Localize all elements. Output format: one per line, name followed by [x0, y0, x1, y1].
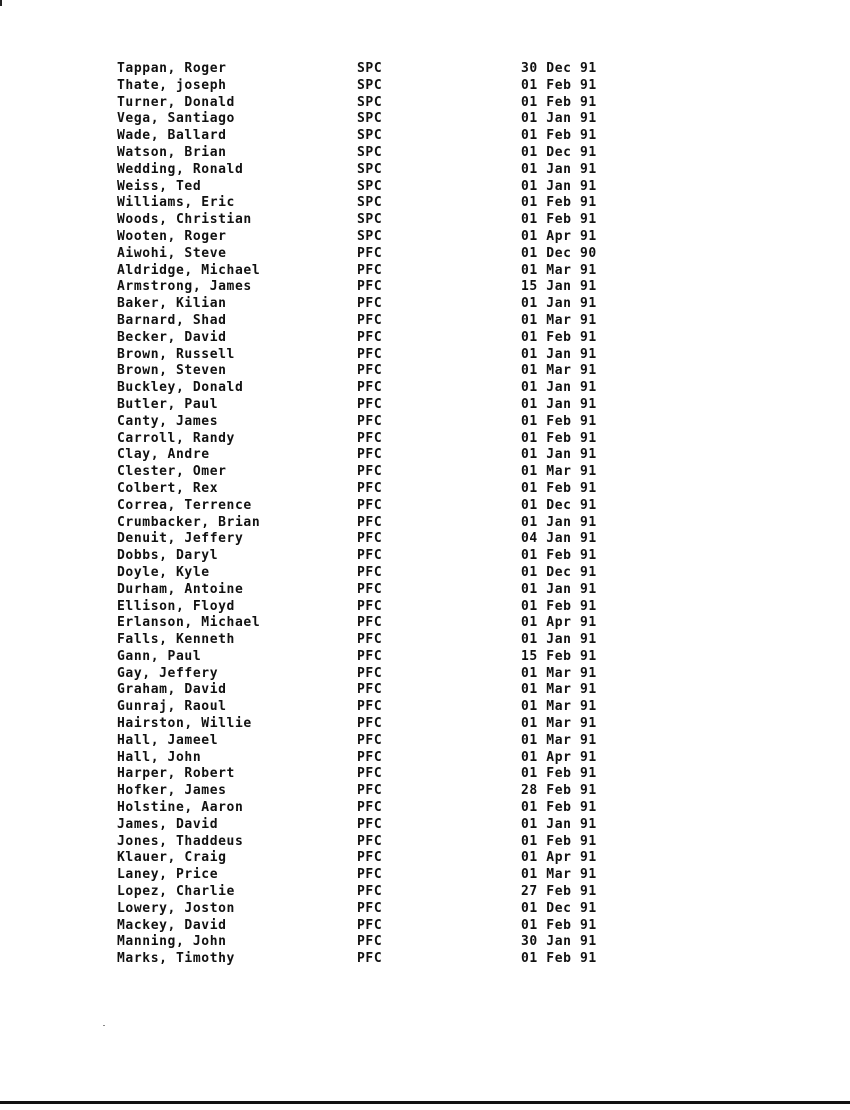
table-row [117, 515, 627, 532]
rank-cell: SPC [357, 144, 383, 160]
date-cell: 01 Mar 91 [521, 464, 597, 480]
table-row [117, 296, 627, 313]
date-cell: 28 Feb 91 [521, 783, 597, 799]
table-row [117, 263, 627, 280]
date-cell: 01 Mar 91 [521, 699, 597, 715]
date-cell: 30 Jan 91 [521, 934, 597, 950]
rank-cell: PFC [357, 732, 383, 748]
rank-cell: PFC [357, 749, 383, 765]
date-cell: 01 Feb 91 [521, 195, 597, 211]
name-cell: Graham, David [117, 682, 227, 698]
rank-cell: SPC [357, 61, 383, 76]
date-cell: 01 Mar 91 [521, 262, 597, 278]
date-cell: 01 Jan 91 [521, 346, 597, 362]
table-row [117, 901, 627, 918]
table-row [117, 531, 627, 548]
rank-cell: PFC [357, 598, 383, 614]
name-cell: Durham, Antoine [117, 581, 244, 597]
table-row [117, 817, 627, 834]
date-cell: 01 Mar 91 [521, 363, 597, 379]
rank-cell: PFC [357, 380, 383, 396]
name-cell: Tappan, Roger [117, 61, 227, 76]
table-row [117, 934, 627, 951]
table-row [117, 313, 627, 330]
date-cell: 01 Mar 91 [521, 732, 597, 748]
name-cell: Hall, Jameel [117, 732, 219, 748]
date-cell: 01 Jan 91 [521, 161, 597, 177]
rank-cell: PFC [357, 934, 383, 950]
date-cell: 01 Feb 91 [521, 766, 597, 782]
table-row [117, 750, 627, 767]
rank-cell: PFC [357, 884, 383, 900]
table-row [117, 716, 627, 733]
date-cell: 01 Feb 91 [521, 833, 597, 849]
date-cell: 01 Feb 91 [521, 951, 597, 967]
table-row [117, 145, 627, 162]
name-cell: Brown, Russell [117, 346, 235, 362]
name-cell: James, David [117, 816, 219, 832]
name-cell: Armstrong, James [117, 279, 252, 295]
rank-cell: PFC [357, 363, 383, 379]
date-cell: 01 Feb 91 [521, 480, 597, 496]
name-cell: Hairston, Willie [117, 716, 252, 732]
table-row [117, 397, 627, 414]
name-cell: Watson, Brian [117, 144, 227, 160]
date-cell: 30 Dec 91 [521, 61, 597, 76]
rank-cell: PFC [357, 800, 383, 816]
date-cell: 01 Feb 91 [521, 917, 597, 933]
date-cell: 01 Feb 91 [521, 598, 597, 614]
date-cell: 01 Feb 91 [521, 212, 597, 228]
date-cell: 01 Feb 91 [521, 430, 597, 446]
name-cell: Hofker, James [117, 783, 227, 799]
name-cell: Barnard, Shad [117, 312, 227, 328]
table-row [117, 347, 627, 364]
rank-cell: SPC [357, 128, 383, 144]
date-cell: 01 Dec 90 [521, 245, 597, 261]
rank-cell: PFC [357, 514, 383, 530]
date-cell: 01 Jan 91 [521, 396, 597, 412]
name-cell: Canty, James [117, 413, 219, 429]
rank-cell: PFC [357, 430, 383, 446]
table-row [117, 128, 627, 145]
name-cell: Marks, Timothy [117, 951, 235, 967]
date-cell: 01 Apr 91 [521, 228, 597, 244]
name-cell: Baker, Kilian [117, 296, 227, 312]
date-cell: 01 Jan 91 [521, 447, 597, 463]
table-row [117, 229, 627, 246]
rank-cell: PFC [357, 480, 383, 496]
name-cell: Mackey, David [117, 917, 227, 933]
rank-cell: PFC [357, 564, 383, 580]
name-cell: Dobbs, Daryl [117, 548, 219, 564]
date-cell: 01 Jan 91 [521, 581, 597, 597]
rank-cell: PFC [357, 497, 383, 513]
name-cell: Lowery, Joston [117, 900, 235, 916]
name-cell: Clester, Omer [117, 464, 227, 480]
rank-cell: PFC [357, 531, 383, 547]
name-cell: Weiss, Ted [117, 178, 202, 194]
table-row [117, 565, 627, 582]
date-cell: 01 Jan 91 [521, 296, 597, 312]
table-row [117, 431, 627, 448]
rank-cell: PFC [357, 951, 383, 967]
name-cell: Gunraj, Raoul [117, 699, 227, 715]
name-cell: Colbert, Rex [117, 480, 219, 496]
date-cell: 01 Mar 91 [521, 312, 597, 328]
name-cell: Gann, Paul [117, 648, 202, 664]
name-cell: Correa, Terrence [117, 497, 252, 513]
table-row [117, 699, 627, 716]
table-row [117, 733, 627, 750]
table-row [117, 951, 627, 968]
table-row [117, 481, 627, 498]
name-cell: Becker, David [117, 329, 227, 345]
rank-cell: PFC [357, 447, 383, 463]
name-cell: Wedding, Ronald [117, 161, 244, 177]
date-cell: 01 Feb 91 [521, 94, 597, 110]
table-row [117, 800, 627, 817]
name-cell: Ellison, Floyd [117, 598, 235, 614]
rank-cell: PFC [357, 833, 383, 849]
name-cell: Aldridge, Michael [117, 262, 261, 278]
name-cell: Vega, Santiago [117, 111, 235, 127]
table-row [117, 632, 627, 649]
bottom-rule [0, 1101, 850, 1104]
name-cell: Harper, Robert [117, 766, 235, 782]
rank-cell: PFC [357, 850, 383, 866]
table-row [117, 447, 627, 464]
rank-cell: PFC [357, 464, 383, 480]
date-cell: 01 Dec 91 [521, 144, 597, 160]
table-row [117, 111, 627, 128]
rank-cell: PFC [357, 699, 383, 715]
date-cell: 04 Jan 91 [521, 531, 597, 547]
rank-cell: PFC [357, 648, 383, 664]
table-row [117, 78, 627, 95]
rank-cell: PFC [357, 900, 383, 916]
date-cell: 01 Jan 91 [521, 816, 597, 832]
table-row [117, 498, 627, 515]
date-cell: 01 Apr 91 [521, 749, 597, 765]
date-cell: 01 Jan 91 [521, 514, 597, 530]
date-cell: 01 Mar 91 [521, 867, 597, 883]
date-cell: 01 Mar 91 [521, 716, 597, 732]
table-row [117, 330, 627, 347]
date-cell: 01 Dec 91 [521, 564, 597, 580]
date-cell: 01 Feb 91 [521, 800, 597, 816]
rank-cell: PFC [357, 262, 383, 278]
table-row [117, 884, 627, 901]
rank-cell: PFC [357, 867, 383, 883]
rank-cell: PFC [357, 329, 383, 345]
table-row [117, 212, 627, 229]
rank-cell: PFC [357, 665, 383, 681]
name-cell: Woods, Christian [117, 212, 252, 228]
rank-cell: PFC [357, 615, 383, 631]
table-row [117, 918, 627, 935]
rank-cell: SPC [357, 212, 383, 228]
date-cell: 15 Feb 91 [521, 648, 597, 664]
date-cell: 01 Dec 91 [521, 497, 597, 513]
table-row [117, 867, 627, 884]
rank-cell: PFC [357, 413, 383, 429]
scan-edge-mark [0, 0, 2, 6]
table-row [117, 682, 627, 699]
table-row [117, 599, 627, 616]
table-row [117, 834, 627, 851]
name-cell: Lopez, Charlie [117, 884, 235, 900]
name-cell: Carroll, Randy [117, 430, 235, 446]
rank-cell: SPC [357, 195, 383, 211]
rank-cell: PFC [357, 279, 383, 295]
name-cell: Gay, Jeffery [117, 665, 219, 681]
rank-cell: PFC [357, 816, 383, 832]
rank-cell: PFC [357, 581, 383, 597]
table-row [117, 246, 627, 263]
table-row [117, 179, 627, 196]
name-cell: Erlanson, Michael [117, 615, 261, 631]
table-row [117, 363, 627, 380]
date-cell: 01 Feb 91 [521, 329, 597, 345]
scan-speck [103, 1025, 105, 1026]
name-cell: Butler, Paul [117, 396, 219, 412]
table-row [117, 548, 627, 565]
date-cell: 27 Feb 91 [521, 884, 597, 900]
rank-cell: PFC [357, 548, 383, 564]
rank-cell: PFC [357, 296, 383, 312]
rank-cell: SPC [357, 94, 383, 110]
name-cell: Doyle, Kyle [117, 564, 210, 580]
table-row [117, 162, 627, 179]
rank-cell: SPC [357, 178, 383, 194]
name-cell: Crumbacker, Brian [117, 514, 261, 530]
table-row [117, 279, 627, 296]
table-row [117, 615, 627, 632]
date-cell: 01 Mar 91 [521, 665, 597, 681]
name-cell: Buckley, Donald [117, 380, 244, 396]
rank-cell: SPC [357, 77, 383, 93]
name-cell: Denuit, Jeffery [117, 531, 244, 547]
date-cell: 01 Jan 91 [521, 380, 597, 396]
date-cell: 01 Jan 91 [521, 111, 597, 127]
name-cell: Jones, Thaddeus [117, 833, 244, 849]
table-row [117, 464, 627, 481]
name-cell: Thate, joseph [117, 77, 227, 93]
rank-cell: PFC [357, 766, 383, 782]
date-cell: 01 Feb 91 [521, 548, 597, 564]
rank-cell: PFC [357, 396, 383, 412]
date-cell: 01 Jan 91 [521, 632, 597, 648]
rank-cell: SPC [357, 228, 383, 244]
table-row [117, 666, 627, 683]
rank-cell: SPC [357, 161, 383, 177]
date-cell: 01 Feb 91 [521, 128, 597, 144]
name-cell: Laney, Price [117, 867, 219, 883]
date-cell: 01 Apr 91 [521, 615, 597, 631]
rank-cell: PFC [357, 682, 383, 698]
date-cell: 01 Jan 91 [521, 178, 597, 194]
table-row [117, 850, 627, 867]
rank-cell: PFC [357, 346, 383, 362]
date-cell: 01 Mar 91 [521, 682, 597, 698]
date-cell: 01 Feb 91 [521, 77, 597, 93]
table-row [117, 582, 627, 599]
name-cell: Wooten, Roger [117, 228, 227, 244]
date-cell: 15 Jan 91 [521, 279, 597, 295]
rank-cell: PFC [357, 632, 383, 648]
rank-cell: PFC [357, 783, 383, 799]
name-cell: Aiwohi, Steve [117, 245, 227, 261]
name-cell: Klauer, Craig [117, 850, 227, 866]
table-row [117, 766, 627, 783]
table-row [117, 195, 627, 212]
rank-cell: PFC [357, 312, 383, 328]
table-row [117, 414, 627, 431]
table-row [117, 95, 627, 112]
rank-cell: SPC [357, 111, 383, 127]
table-row [117, 380, 627, 397]
date-cell: 01 Dec 91 [521, 900, 597, 916]
name-cell: Falls, Kenneth [117, 632, 235, 648]
date-cell: 01 Apr 91 [521, 850, 597, 866]
name-cell: Manning, John [117, 934, 227, 950]
name-cell: Holstine, Aaron [117, 800, 244, 816]
table-row [117, 61, 627, 78]
name-cell: Turner, Donald [117, 94, 235, 110]
rank-cell: PFC [357, 917, 383, 933]
name-cell: Hall, John [117, 749, 202, 765]
rank-cell: PFC [357, 245, 383, 261]
table-row [117, 783, 627, 800]
table-row [117, 649, 627, 666]
name-cell: Williams, Eric [117, 195, 235, 211]
roster-table [117, 61, 627, 968]
name-cell: Wade, Ballard [117, 128, 227, 144]
rank-cell: PFC [357, 716, 383, 732]
name-cell: Brown, Steven [117, 363, 227, 379]
name-cell: Clay, Andre [117, 447, 210, 463]
date-cell: 01 Feb 91 [521, 413, 597, 429]
